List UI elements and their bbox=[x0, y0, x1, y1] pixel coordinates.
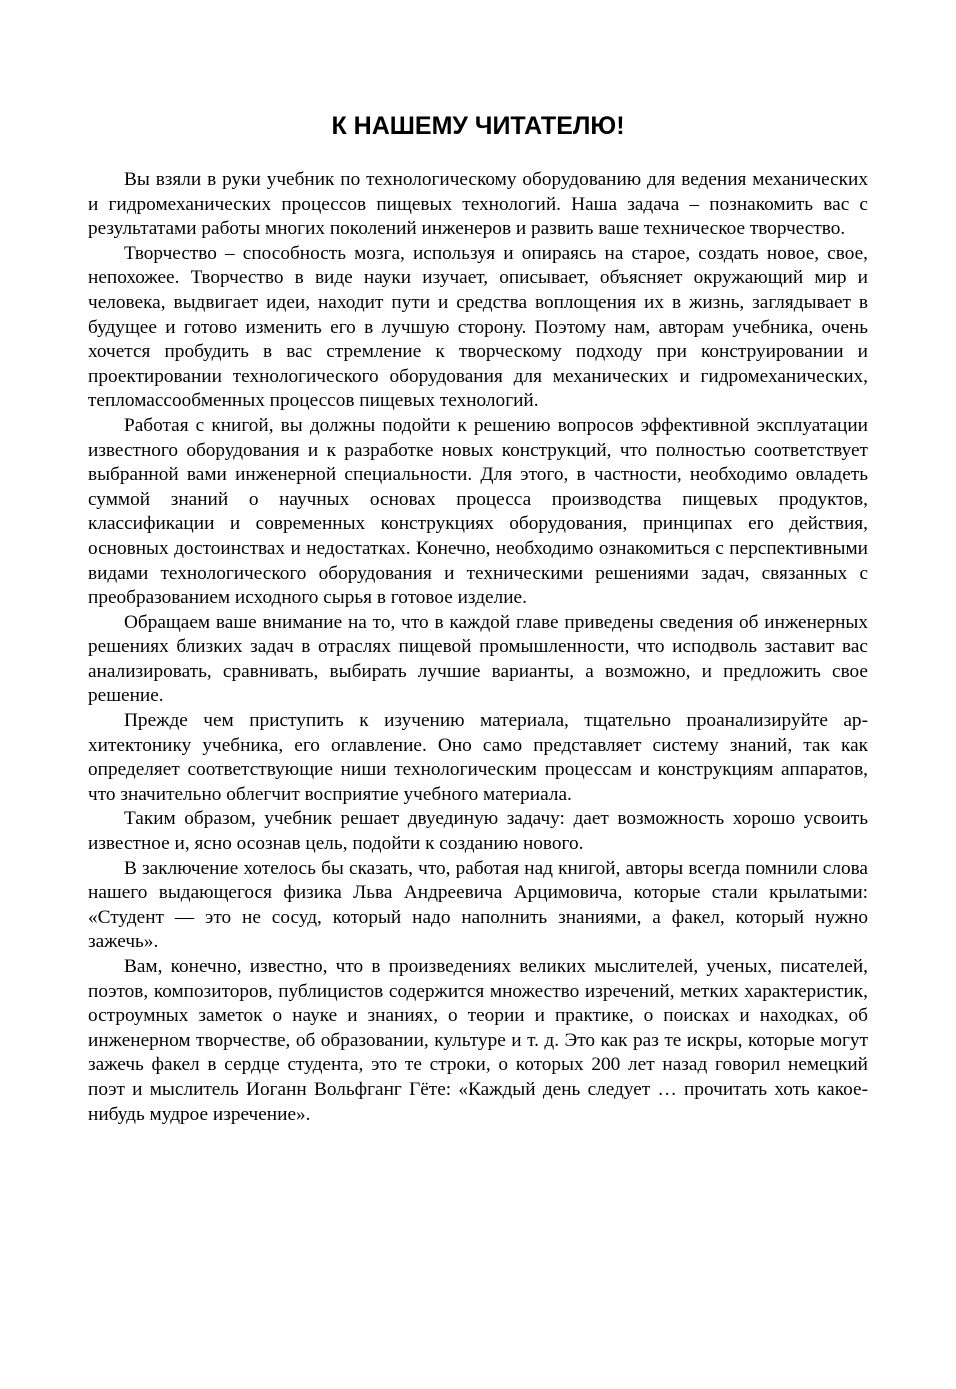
paragraph-3: Работая с книгой, вы должны подойти к решению вопросов эффективной эксплуатации известного оборудования и к разработке новых конструкций, что полностью соответствует выбранной вами инженерной специальности. Для этого, в частности, необходимо овладеть суммой знаний о научных основах процесса производства пищевых продуктов, классификации и современных конструкциях оборудования, принципах его действия, основных достоинствах и недостатках. Конечно, необходимо ознакомиться с перспективными видами технологического оборудования и техническими решениями задач, связанных с преобразованием исходного сырья в готовое изделие. bbox=[88, 414, 868, 609]
paragraph-2: Творчество – способность мозга, используя и опираясь на старое, создать новое, свое, непохожее. Творчество в виде науки изучает, описывает, объясняет окружающий мир и человека, выдвигает идеи, находит пути и средства воплощения их в жизнь, заглядывает в будущее и готово изменить его в лучшую сторону. Поэтому нам, авторам учебника, очень хочется пробудить в вас стремление к творческому подходу при конструировании и проектировании технологического оборудования для механических и гидромеханических, тепломассообменных процессов пищевых технологий. bbox=[88, 242, 868, 412]
paragraph-7: В заключение хотелось бы сказать, что, работая над книгой, авторы всегда помнили слова нашего выдающегося физика Льва Андреевича Арцимовича, которые стали крылатыми: «Студент — это не сосуд, который надо наполнить знаниями, а факел, который нужно зажечь». bbox=[88, 857, 868, 953]
paragraph-1: Вы взяли в руки учебник по технологическому оборудованию для ведения механических и гидромеханических процессов пищевых технологий. Наша задача – познакомить вас с результатами работы многих поколений инженеров и развить ваше техническое творчество. bbox=[88, 169, 868, 240]
paragraph-5: Прежде чем приступить к изучению материала, тщательно проанализируйте архитектонику учебника, его оглавление. Оно само представляет систему знаний, так как определяет соответствующие ниши технологическим процессам и конструкциям аппаратов, что значительно облегчит восприятие учебного материала. bbox=[88, 710, 868, 805]
page-title: К НАШЕМУ ЧИТАТЕЛЮ! bbox=[331, 112, 625, 140]
paragraph-4: Обращаем ваше внимание на то, что в каждой главе приведены сведения об инженерных решениях близких задач в отраслях пищевой промышленности, что исподволь заставит вас анализировать, сравнивать, выбирать лучшие варианты, а возможно, и предложить свое решение. bbox=[88, 611, 868, 707]
paragraph-6: Таким образом, учебник решает двуединую задачу: дает возможность хорошо усвоить известное и, ясно осознав цель, подойти к созданию нового. bbox=[88, 808, 868, 855]
text-body bbox=[88, 168, 868, 1127]
paragraph-8: Вам, конечно, известно, что в произведениях великих мыслителей, ученых, писателей, поэтов, композиторов, публицистов содержится множество изречений, метких характеристик, остроумных заметок о науке и знаниях, о теории и практике, о поисках и находках, об инженерном творчестве, об образовании, культуре и т. д. Это как раз те искры, которые могут зажечь факел в сердце студента, это те строки, о которых 200 лет назад говорил немецкий поэт и мыслитель Иоганн Вольфганг Гёте: «Каждый день следует … прочитать хоть какоенибудь мудрое изречение». bbox=[88, 956, 868, 1125]
